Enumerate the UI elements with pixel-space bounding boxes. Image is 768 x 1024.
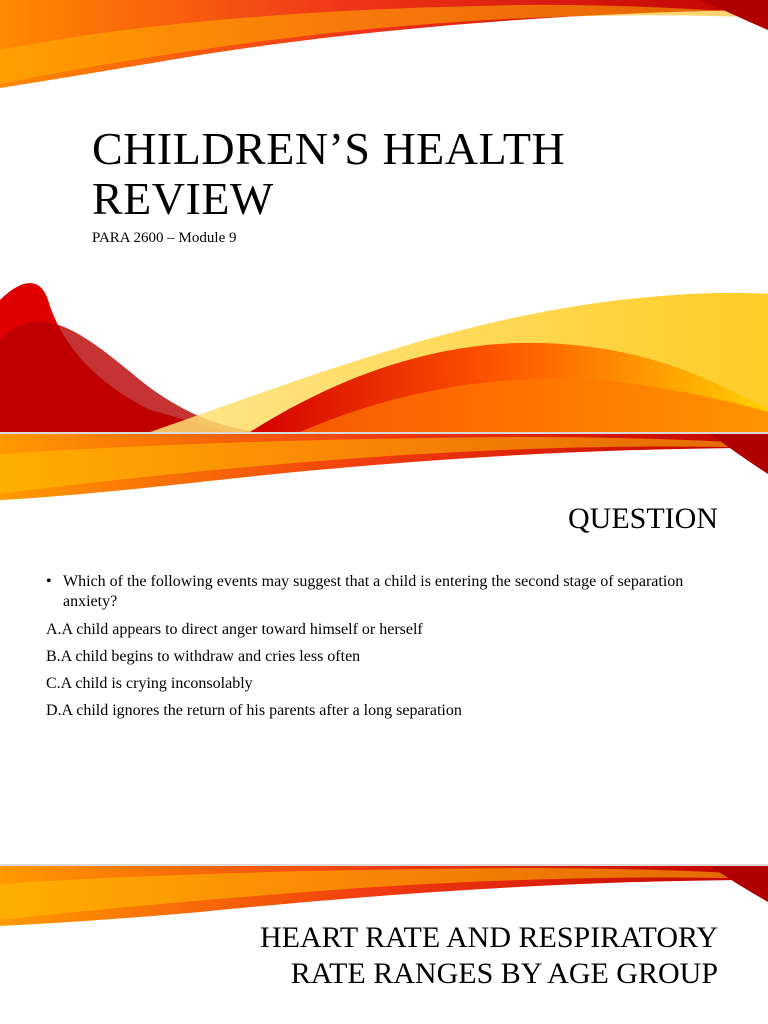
answer-option-c: C.A child is crying inconsolably — [46, 675, 253, 692]
answer-option-d: D.A child ignores the return of his parents after a long separation — [46, 702, 462, 719]
answer-option-b: B.A child begins to withdraw and cries less often — [46, 648, 361, 665]
question-content — [46, 572, 726, 728]
question-text: Which of the following events may suggest that a child is entering the second stage of separation anxiety? — [63, 573, 684, 610]
slide-3-title — [260, 920, 718, 992]
slide-3-title-line-1: HEART RATE AND RESPIRATORY — [260, 921, 718, 954]
slide-1 — [0, 0, 768, 432]
answer-option-a: A.A child appears to direct anger toward himself or herself — [46, 621, 423, 638]
question-bullet — [46, 572, 726, 612]
slide-3-title-line-2: RATE RANGES BY AGE GROUP — [290, 957, 718, 990]
question-title: QUESTION — [568, 502, 718, 535]
slide-subtitle: PARA 2600 – Module 9 — [92, 230, 237, 246]
slide-title: CHILDREN’S HEALTH REVIEW — [92, 123, 566, 224]
bullet-icon: • — [46, 573, 52, 590]
